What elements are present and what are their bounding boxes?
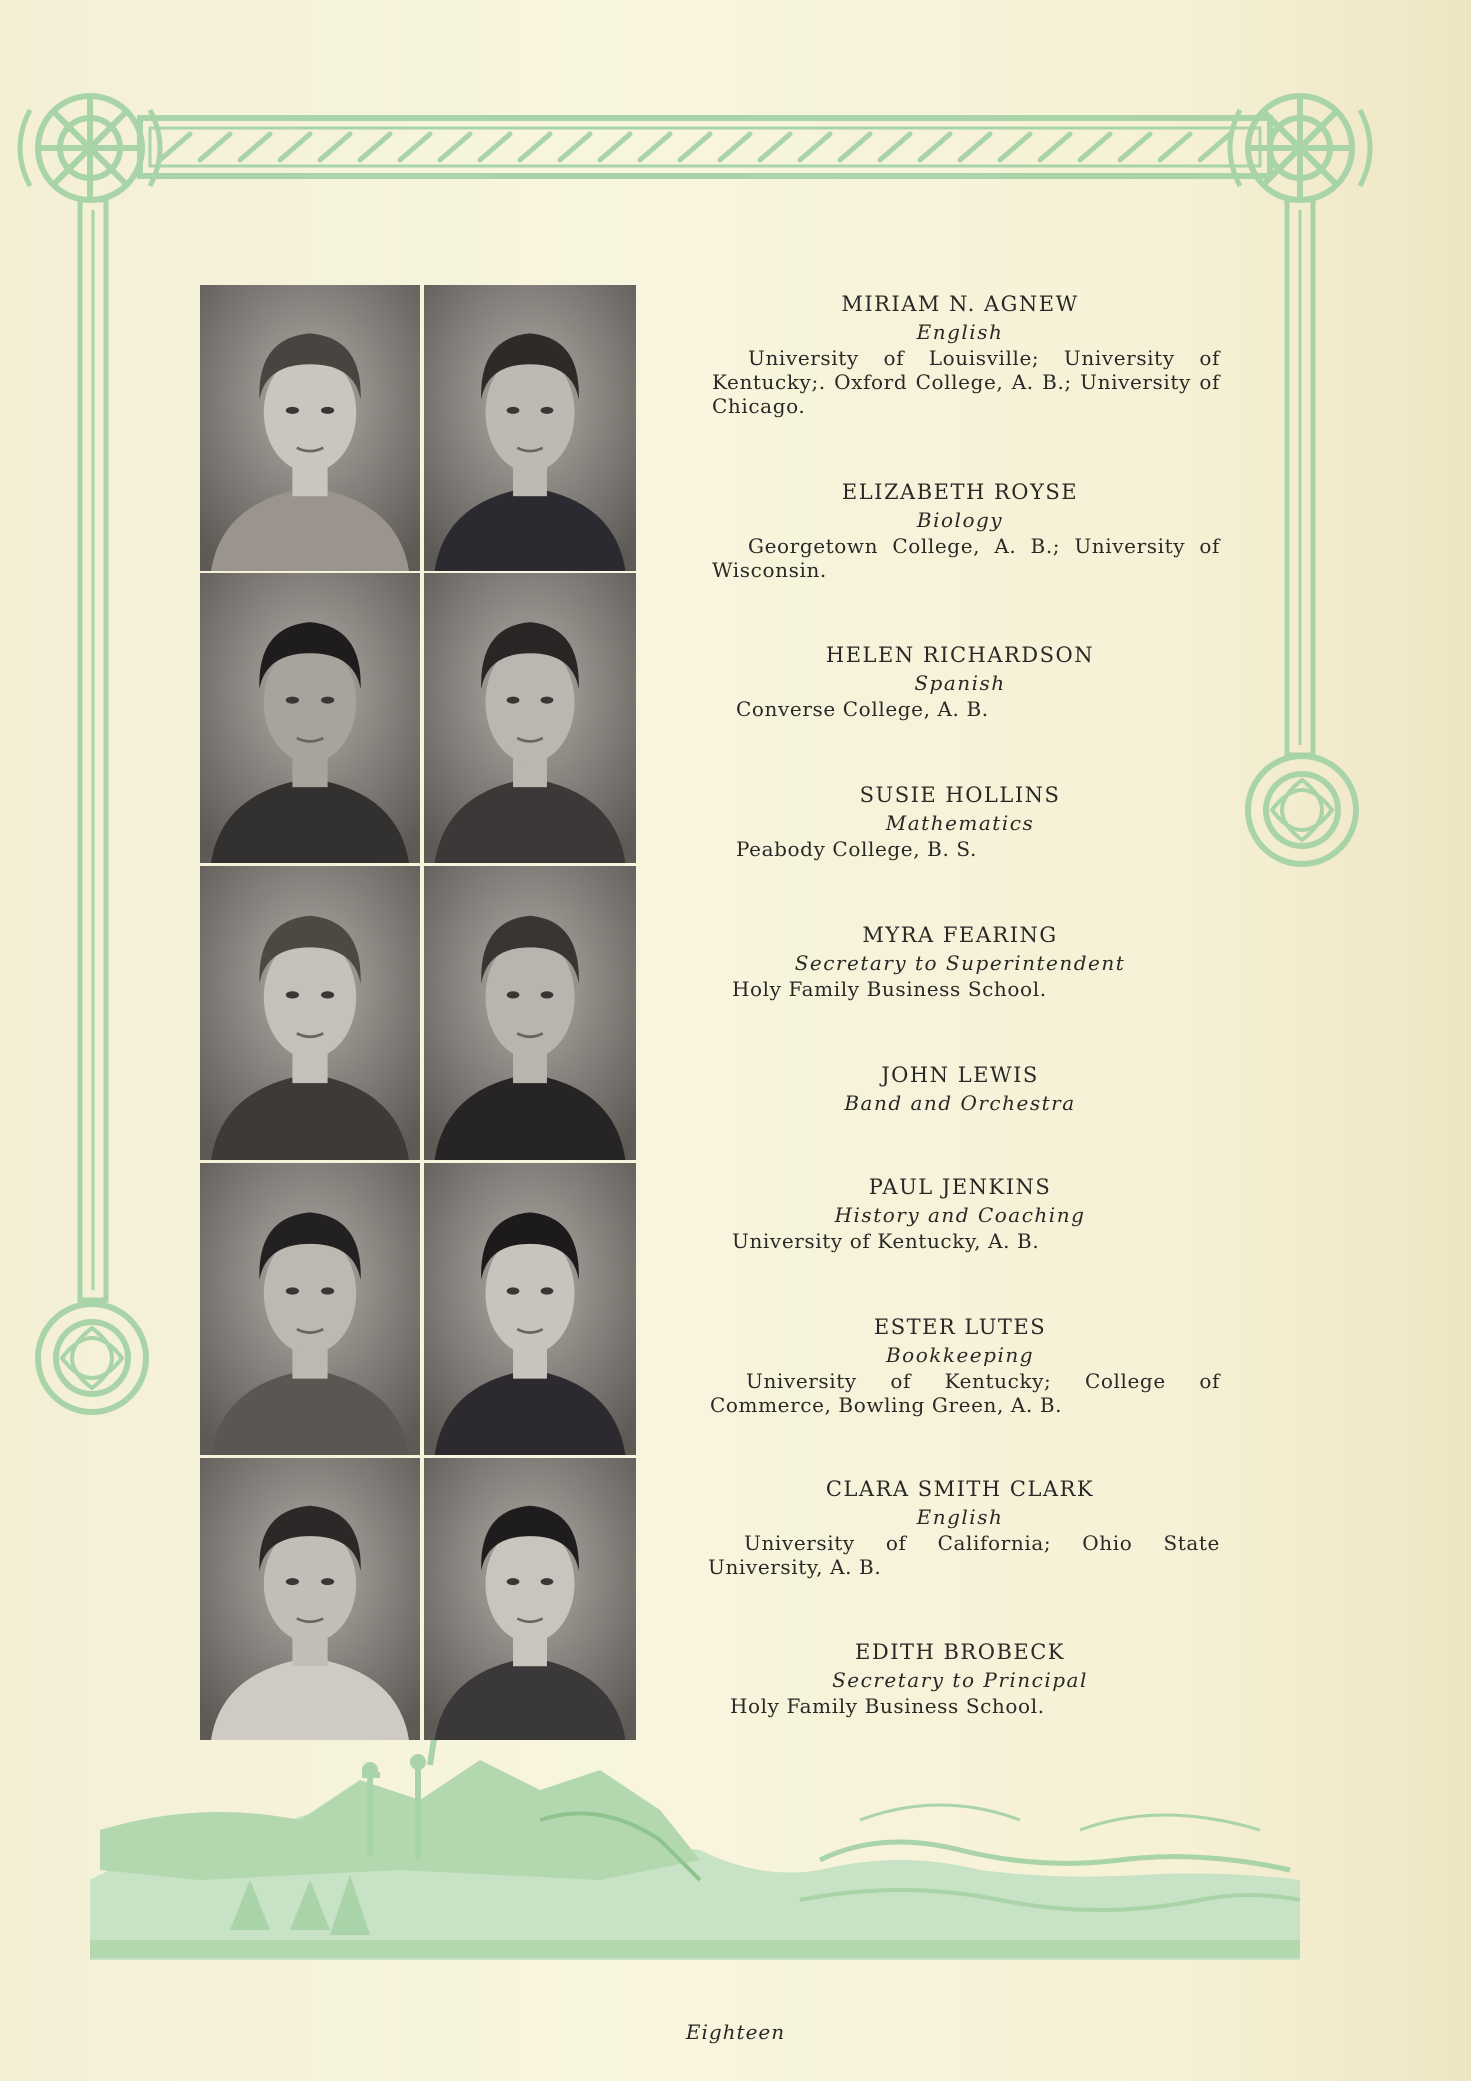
portrait-photo bbox=[424, 1163, 636, 1455]
faculty-subject: Band and Orchestra bbox=[844, 1091, 1076, 1115]
faculty-subject: Secretary to Principal bbox=[832, 1668, 1088, 1692]
roundel-left-icon bbox=[38, 1304, 146, 1412]
faculty-name: ESTER LUTES bbox=[873, 1315, 1047, 1339]
roundel-right-icon bbox=[1248, 756, 1356, 864]
faculty-subject: Bookkeeping bbox=[885, 1343, 1035, 1367]
faculty-education: Converse College, A. B. bbox=[736, 697, 989, 721]
page-number: Eighteen bbox=[685, 2020, 786, 2044]
faculty-name: MYRA FEARING bbox=[862, 923, 1058, 947]
faculty-education: University of Louisville; University of Kentucky;. Oxford College, A. B.; University of Chicago. bbox=[712, 346, 1220, 418]
faculty-subject: English bbox=[916, 1505, 1004, 1529]
faculty-entry bbox=[700, 921, 1220, 1001]
portrait-photo bbox=[200, 1458, 420, 1740]
portrait-photo bbox=[424, 285, 636, 571]
faculty-education: Holy Family Business School. bbox=[730, 1694, 1045, 1718]
faculty-education: Holy Family Business School. bbox=[732, 977, 1047, 1001]
faculty-entry bbox=[700, 1173, 1220, 1253]
faculty-education: Peabody College, B. S. bbox=[736, 837, 977, 861]
portrait-photo bbox=[200, 285, 420, 571]
faculty-name: HELEN RICHARDSON bbox=[825, 643, 1095, 667]
faculty-name: ELIZABETH ROYSE bbox=[841, 480, 1079, 504]
faculty-entry bbox=[700, 1475, 1220, 1579]
portrait-photo bbox=[424, 866, 636, 1160]
faculty-entry bbox=[700, 641, 1220, 721]
faculty-subject: History and Coaching bbox=[834, 1203, 1086, 1227]
faculty-subject: Mathematics bbox=[885, 811, 1035, 835]
corner-rosette-right-icon bbox=[1230, 96, 1370, 200]
faculty-name: MIRIAM N. AGNEW bbox=[841, 292, 1079, 316]
faculty-subject: Biology bbox=[916, 508, 1004, 532]
portrait-photo bbox=[424, 573, 636, 863]
faculty-entry bbox=[700, 1313, 1220, 1417]
portrait-photo bbox=[200, 573, 420, 863]
faculty-name: CLARA SMITH CLARK bbox=[825, 1477, 1095, 1501]
faculty-subject: Spanish bbox=[914, 671, 1006, 695]
portrait-photo bbox=[200, 1163, 420, 1455]
faculty-education: University of Kentucky; College of Commerce, Bowling Green, A. B. bbox=[710, 1369, 1220, 1417]
faculty-education: University of California; Ohio State University, A. B. bbox=[708, 1531, 1220, 1579]
faculty-education: University of Kentucky, A. B. bbox=[732, 1229, 1040, 1253]
faculty-entry bbox=[700, 781, 1220, 861]
faculty-education: Georgetown College, A. B.; University of Wisconsin. bbox=[712, 534, 1220, 582]
faculty-name: SUSIE HOLLINS bbox=[859, 783, 1061, 807]
faculty-entry bbox=[700, 1061, 1220, 1117]
portrait-photo bbox=[200, 866, 420, 1160]
portrait-photo bbox=[424, 1458, 636, 1740]
faculty-name: JOHN LEWIS bbox=[881, 1063, 1039, 1087]
faculty-name: PAUL JENKINS bbox=[868, 1175, 1052, 1199]
faculty-entry bbox=[700, 1638, 1220, 1718]
faculty-subject: English bbox=[916, 320, 1004, 344]
faculty-entry bbox=[700, 290, 1220, 418]
faculty-name: EDITH BROBECK bbox=[855, 1640, 1065, 1664]
corner-rosette-left-icon bbox=[20, 96, 160, 200]
faculty-subject: Secretary to Superintendent bbox=[794, 951, 1126, 975]
faculty-entry bbox=[700, 478, 1220, 582]
